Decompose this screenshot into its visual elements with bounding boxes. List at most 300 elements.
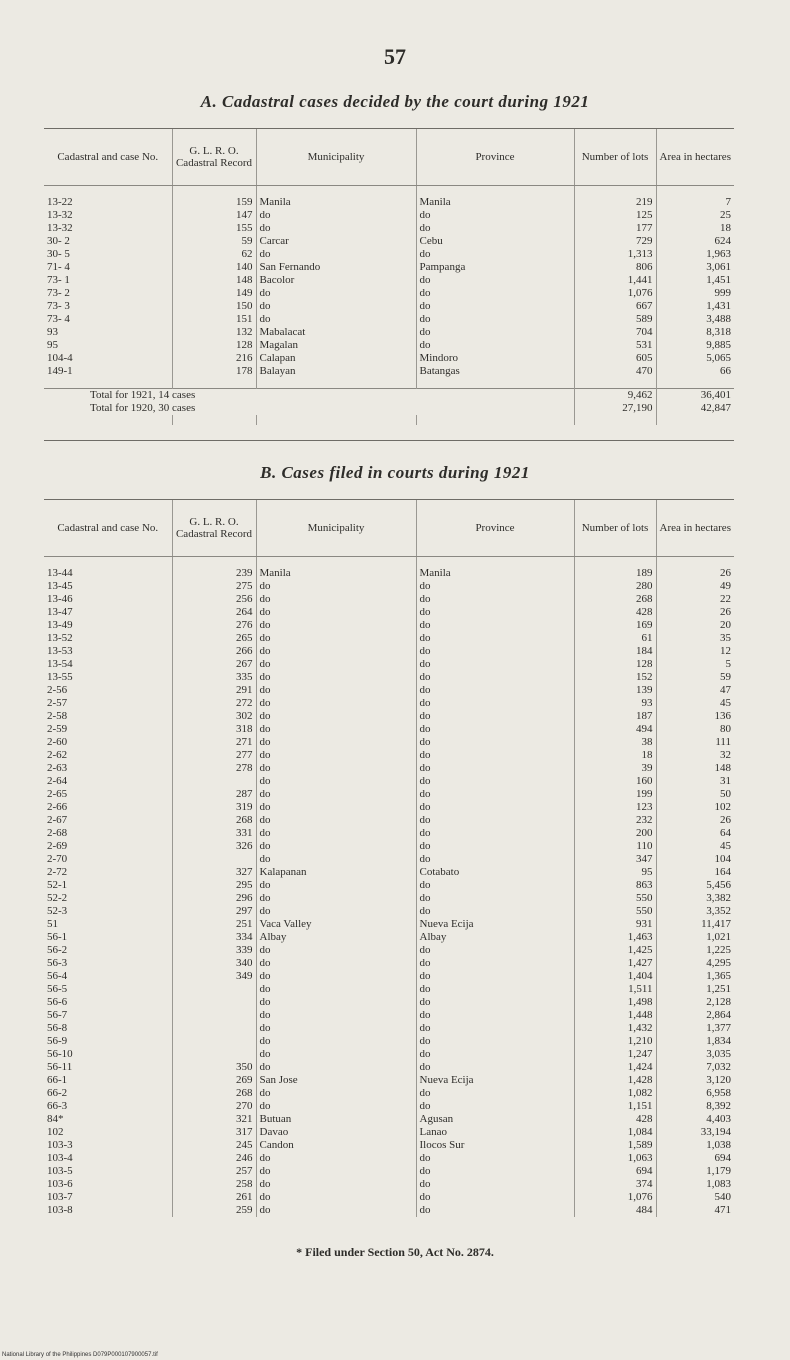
cell-area-text: 5 xyxy=(725,658,731,670)
table-row xyxy=(44,1191,734,1204)
cell-area xyxy=(656,840,734,853)
cell-lots xyxy=(574,1139,656,1152)
cell-case-no-text: 2-72 xyxy=(47,866,70,878)
cell-record xyxy=(172,1035,256,1048)
cell-lots xyxy=(574,762,656,775)
cell-province-text: Lanao xyxy=(420,1126,450,1138)
cell-municipality xyxy=(256,1165,416,1178)
cell-lots xyxy=(574,749,656,762)
cell-case-no-text: 2-62 xyxy=(47,749,70,761)
cell-province xyxy=(416,196,574,209)
cell-case-no-text: 13-22 xyxy=(47,196,76,208)
cell-municipality-text: San Jose xyxy=(260,1074,301,1086)
table-row xyxy=(44,697,734,710)
cell-municipality-text: do xyxy=(260,970,274,982)
cell-case-no xyxy=(44,853,172,866)
cell-province xyxy=(416,1165,574,1178)
cell-record-text: 295 xyxy=(236,879,253,891)
cell-record xyxy=(172,593,256,606)
cell-area xyxy=(656,749,734,762)
cell-municipality-text: do xyxy=(260,788,274,800)
cell-municipality-text: do xyxy=(260,1087,274,1099)
table-row xyxy=(44,567,734,580)
cell-case-no-text: 52-2 xyxy=(47,892,70,904)
cell-municipality xyxy=(256,957,416,970)
cell-province-text: do xyxy=(420,801,434,813)
cell-record xyxy=(172,957,256,970)
spacer-cell xyxy=(172,378,256,389)
cell-province xyxy=(416,567,574,580)
cell-record-text: 256 xyxy=(236,593,253,605)
cell-province xyxy=(416,970,574,983)
cell-lots-text: 232 xyxy=(636,814,653,826)
cell-area xyxy=(656,658,734,671)
cell-province-text: do xyxy=(420,339,434,351)
cell-municipality xyxy=(256,918,416,931)
cell-province xyxy=(416,879,574,892)
cell-area xyxy=(656,645,734,658)
cell-municipality xyxy=(256,222,416,235)
cell-lots-text: 531 xyxy=(636,339,653,351)
cell-case-no-text: 56-9 xyxy=(47,1035,70,1047)
cell-lots xyxy=(574,1061,656,1074)
cell-area-text: 2,128 xyxy=(706,996,731,1008)
table-row xyxy=(44,261,734,274)
cell-municipality-text: Manila xyxy=(260,196,294,208)
cell-municipality-text: do xyxy=(260,996,274,1008)
cell-area xyxy=(656,1100,734,1113)
cell-case-no xyxy=(44,1100,172,1113)
cell-lots xyxy=(574,801,656,814)
cell-area-text: 12 xyxy=(720,645,731,657)
cell-lots-text: 39 xyxy=(641,762,653,774)
cell-area xyxy=(656,352,734,365)
cell-record xyxy=(172,996,256,1009)
cell-record-text: 270 xyxy=(236,1100,253,1112)
cell-area-text: 9,885 xyxy=(706,339,731,351)
table-header-row xyxy=(44,129,734,186)
cell-record xyxy=(172,762,256,775)
cell-area-text: 471 xyxy=(714,1204,731,1216)
cell-municipality-text: do xyxy=(260,300,274,312)
table-row xyxy=(44,866,734,879)
cell-record-text: 128 xyxy=(236,339,253,351)
cell-case-no-text: 2-68 xyxy=(47,827,70,839)
cell-municipality xyxy=(256,1204,416,1217)
cell-lots xyxy=(574,1191,656,1204)
cell-record xyxy=(172,710,256,723)
cell-lots xyxy=(574,931,656,944)
table-row xyxy=(44,736,734,749)
cell-province xyxy=(416,801,574,814)
cell-area-text: 1,225 xyxy=(706,944,731,956)
cell-province xyxy=(416,606,574,619)
cell-municipality xyxy=(256,1126,416,1139)
table-row xyxy=(44,1022,734,1035)
cell-municipality-text: do xyxy=(260,775,274,787)
spacer-cell xyxy=(416,415,574,425)
cell-record-text: 276 xyxy=(236,619,253,631)
cell-area xyxy=(656,892,734,905)
cell-municipality-text: do xyxy=(260,1152,274,1164)
cell-lots-text: 605 xyxy=(636,352,653,364)
cell-lots-text: 1,151 xyxy=(627,1100,653,1112)
cell-area-text: 3,488 xyxy=(706,313,731,325)
cell-lots-text: 550 xyxy=(636,905,653,917)
cell-case-no xyxy=(44,801,172,814)
total-area-text: 42,847 xyxy=(700,402,731,414)
cell-province-text: do xyxy=(420,671,434,683)
cell-case-no xyxy=(44,1087,172,1100)
cell-province-text: Ilocos Sur xyxy=(420,1139,468,1151)
cell-record xyxy=(172,944,256,957)
cell-lots xyxy=(574,274,656,287)
cell-province-text: Batangas xyxy=(420,365,463,377)
cell-lots xyxy=(574,788,656,801)
cell-municipality xyxy=(256,593,416,606)
cell-municipality xyxy=(256,840,416,853)
cell-case-no-text: 2-60 xyxy=(47,736,70,748)
cell-record xyxy=(172,1126,256,1139)
cell-case-no-text: 103-7 xyxy=(47,1191,76,1203)
cell-case-no xyxy=(44,736,172,749)
cell-record xyxy=(172,235,256,248)
cell-municipality xyxy=(256,1022,416,1035)
header-area: Area in hectares xyxy=(656,500,734,557)
header-record: G. L. R. O. Cadastral Record xyxy=(172,500,256,557)
cell-case-no xyxy=(44,814,172,827)
cell-municipality-text: do xyxy=(260,840,274,852)
spacer-cell xyxy=(574,378,656,389)
cell-area xyxy=(656,287,734,300)
total-row xyxy=(44,402,734,415)
cell-province-text: Manila xyxy=(420,567,454,579)
cell-province-text: do xyxy=(420,222,434,234)
cell-province-text: do xyxy=(420,775,434,787)
cell-case-no-text: 2-59 xyxy=(47,723,70,735)
cell-case-no-text: 104-4 xyxy=(47,352,76,364)
cell-case-no xyxy=(44,365,172,378)
cell-area xyxy=(656,957,734,970)
cell-record-text: 302 xyxy=(236,710,253,722)
cell-case-no xyxy=(44,723,172,736)
cell-province-text: do xyxy=(420,1035,434,1047)
cell-case-no xyxy=(44,684,172,697)
cell-province xyxy=(416,248,574,261)
cell-province xyxy=(416,736,574,749)
cell-lots-text: 1,076 xyxy=(627,287,653,299)
cell-case-no-text: 93 xyxy=(47,326,61,338)
cell-area-text: 164 xyxy=(714,866,731,878)
cell-case-no-text: 13-55 xyxy=(47,671,76,683)
cell-area-text: 45 xyxy=(720,697,731,709)
table-row xyxy=(44,274,734,287)
cell-area xyxy=(656,1022,734,1035)
spacer-cell xyxy=(256,415,416,425)
cell-province xyxy=(416,892,574,905)
cell-province xyxy=(416,313,574,326)
cell-lots xyxy=(574,339,656,352)
page-number: 57 xyxy=(384,44,406,69)
cell-case-no xyxy=(44,645,172,658)
cell-lots xyxy=(574,1178,656,1191)
table-row xyxy=(44,944,734,957)
cell-record xyxy=(172,788,256,801)
table-row xyxy=(44,749,734,762)
cell-lots xyxy=(574,1126,656,1139)
cell-case-no xyxy=(44,931,172,944)
cell-case-no-text: 95 xyxy=(47,339,61,351)
table-row xyxy=(44,313,734,326)
cell-case-no xyxy=(44,593,172,606)
cell-municipality xyxy=(256,775,416,788)
cell-case-no-text: 56-5 xyxy=(47,983,70,995)
cell-lots-text: 428 xyxy=(636,606,653,618)
cell-area xyxy=(656,710,734,723)
cell-case-no xyxy=(44,1048,172,1061)
cell-province-text: do xyxy=(420,814,434,826)
cell-municipality-text: do xyxy=(260,905,274,917)
cell-lots-text: 93 xyxy=(641,697,653,709)
cell-province xyxy=(416,593,574,606)
cell-municipality-text: do xyxy=(260,853,274,865)
cell-lots xyxy=(574,313,656,326)
cell-area-text: 694 xyxy=(714,1152,731,1164)
cell-province-text: do xyxy=(420,723,434,735)
spacer-cell xyxy=(574,557,656,568)
cell-municipality xyxy=(256,209,416,222)
cell-province xyxy=(416,209,574,222)
cell-case-no-text: 103-4 xyxy=(47,1152,76,1164)
cell-record-text: 132 xyxy=(236,326,253,338)
header-province: Province xyxy=(416,500,574,557)
cell-province xyxy=(416,814,574,827)
table-row xyxy=(44,300,734,313)
cell-lots-text: 1,432 xyxy=(627,1022,653,1034)
cell-lots-text: 704 xyxy=(636,326,653,338)
cell-area xyxy=(656,326,734,339)
cell-case-no-text: 2-67 xyxy=(47,814,70,826)
cell-lots xyxy=(574,905,656,918)
cell-lots-text: 428 xyxy=(636,1113,653,1125)
cell-record-text: 339 xyxy=(236,944,253,956)
cell-province-text: do xyxy=(420,983,434,995)
decided-cases-table xyxy=(44,128,734,425)
cell-municipality xyxy=(256,287,416,300)
cell-province-text: do xyxy=(420,248,434,260)
cell-case-no-text: 149-1 xyxy=(47,365,76,377)
cell-municipality xyxy=(256,671,416,684)
cell-lots-text: 729 xyxy=(636,235,653,247)
cell-municipality xyxy=(256,827,416,840)
cell-record xyxy=(172,892,256,905)
cell-municipality xyxy=(256,866,416,879)
cell-province xyxy=(416,762,574,775)
cell-area-text: 540 xyxy=(714,1191,731,1203)
cell-municipality-text: do xyxy=(260,580,274,592)
total-label xyxy=(44,389,574,403)
cell-case-no-text: 56-11 xyxy=(47,1061,75,1073)
cell-province xyxy=(416,326,574,339)
cell-case-no xyxy=(44,749,172,762)
cell-lots-text: 184 xyxy=(636,645,653,657)
table-row xyxy=(44,762,734,775)
cell-province xyxy=(416,1152,574,1165)
cell-lots xyxy=(574,918,656,931)
cell-case-no-text: 2-69 xyxy=(47,840,70,852)
cell-lots xyxy=(574,866,656,879)
cell-area-text: 66 xyxy=(720,365,731,377)
cell-municipality-text: Manila xyxy=(260,567,294,579)
cell-municipality xyxy=(256,814,416,827)
cell-lots-text: 219 xyxy=(636,196,653,208)
cell-area xyxy=(656,1178,734,1191)
cell-case-no xyxy=(44,339,172,352)
total-label-text: Total for 1920, 30 cases xyxy=(90,402,198,414)
cell-case-no xyxy=(44,840,172,853)
cell-municipality xyxy=(256,1061,416,1074)
cell-record-text: 287 xyxy=(236,788,253,800)
header-area: Area in hectares xyxy=(656,129,734,186)
cell-area-text: 1,038 xyxy=(706,1139,731,1151)
cell-municipality-text: do xyxy=(260,222,274,234)
cell-lots-text: 1,082 xyxy=(627,1087,653,1099)
cell-lots-text: 160 xyxy=(636,775,653,787)
cell-province xyxy=(416,788,574,801)
cell-lots xyxy=(574,235,656,248)
cell-case-no-text: 56-1 xyxy=(47,931,70,943)
cell-record xyxy=(172,1113,256,1126)
table-row xyxy=(44,1113,734,1126)
header-case-no: Cadastral and case No. xyxy=(44,129,172,186)
cell-case-no xyxy=(44,1165,172,1178)
cell-record-text: 278 xyxy=(236,762,253,774)
cell-lots-text: 931 xyxy=(636,918,653,930)
cell-municipality xyxy=(256,326,416,339)
table-row xyxy=(44,593,734,606)
cell-municipality-text: do xyxy=(260,892,274,904)
cell-area xyxy=(656,1009,734,1022)
cell-area-text: 3,061 xyxy=(706,261,731,273)
cell-case-no-text: 56-2 xyxy=(47,944,70,956)
cell-case-no-text: 13-54 xyxy=(47,658,76,670)
cell-record xyxy=(172,840,256,853)
cell-lots-text: 1,063 xyxy=(627,1152,653,1164)
cell-area xyxy=(656,261,734,274)
cell-area xyxy=(656,222,734,235)
cell-area xyxy=(656,196,734,209)
cell-record xyxy=(172,287,256,300)
cell-record xyxy=(172,261,256,274)
spacer-cell xyxy=(44,415,172,425)
cell-area xyxy=(656,723,734,736)
total-lots-text: 27,190 xyxy=(622,402,653,414)
cell-lots xyxy=(574,697,656,710)
table-row xyxy=(44,580,734,593)
cell-municipality xyxy=(256,1139,416,1152)
cell-area-text: 64 xyxy=(720,827,731,839)
cell-municipality-text: do xyxy=(260,710,274,722)
cell-record xyxy=(172,1204,256,1217)
cell-area xyxy=(656,1113,734,1126)
cell-municipality-text: do xyxy=(260,248,274,260)
cell-area xyxy=(656,274,734,287)
cell-case-no xyxy=(44,1113,172,1126)
cell-area xyxy=(656,632,734,645)
cell-province-text: Cotabato xyxy=(420,866,463,878)
cell-lots xyxy=(574,365,656,378)
cell-province-text: do xyxy=(420,313,434,325)
cell-area-text: 7 xyxy=(725,196,731,208)
cell-case-no-text: 73- 4 xyxy=(47,313,73,325)
cell-province-text: do xyxy=(420,632,434,644)
table-row xyxy=(44,326,734,339)
cell-province xyxy=(416,684,574,697)
cell-municipality xyxy=(256,996,416,1009)
cell-record xyxy=(172,365,256,378)
cell-area xyxy=(656,762,734,775)
total-area xyxy=(656,402,734,415)
cell-municipality-text: do xyxy=(260,1035,274,1047)
cell-area-text: 26 xyxy=(720,606,731,618)
cell-area-text: 32 xyxy=(720,749,731,761)
cell-case-no xyxy=(44,827,172,840)
cell-record-text: 155 xyxy=(236,222,253,234)
header-municipality: Municipality xyxy=(256,129,416,186)
cell-area xyxy=(656,801,734,814)
cell-province xyxy=(416,1100,574,1113)
cell-province-text: Albay xyxy=(420,931,450,943)
cell-lots xyxy=(574,983,656,996)
cell-record xyxy=(172,970,256,983)
cell-area xyxy=(656,365,734,378)
cell-area-text: 999 xyxy=(714,287,731,299)
cell-lots xyxy=(574,970,656,983)
table-row xyxy=(44,1048,734,1061)
cell-lots-text: 125 xyxy=(636,209,653,221)
cell-province xyxy=(416,1035,574,1048)
cell-record-text: 319 xyxy=(236,801,253,813)
cell-municipality xyxy=(256,567,416,580)
cell-lots-text: 139 xyxy=(636,684,653,696)
cell-lots-text: 187 xyxy=(636,710,653,722)
cell-record-text: 246 xyxy=(236,1152,253,1164)
cell-record xyxy=(172,1152,256,1165)
cell-area-text: 624 xyxy=(714,235,731,247)
cell-lots xyxy=(574,1100,656,1113)
cell-municipality-text: do xyxy=(260,723,274,735)
cell-province-text: do xyxy=(420,1100,434,1112)
cell-province-text: Manila xyxy=(420,196,454,208)
cell-lots xyxy=(574,1204,656,1217)
table-row xyxy=(44,352,734,365)
cell-municipality-text: do xyxy=(260,814,274,826)
cell-case-no-text: 56-6 xyxy=(47,996,70,1008)
table-row xyxy=(44,840,734,853)
cell-lots xyxy=(574,1009,656,1022)
cell-province xyxy=(416,274,574,287)
cell-province-text: do xyxy=(420,749,434,761)
cell-area xyxy=(656,1204,734,1217)
cell-record-text: 259 xyxy=(236,1204,253,1216)
cell-lots-text: 189 xyxy=(636,567,653,579)
cell-municipality-text: Calapan xyxy=(260,352,299,364)
cell-area-text: 11,417 xyxy=(701,918,731,930)
cell-record-text: 261 xyxy=(236,1191,253,1203)
cell-lots-text: 1,441 xyxy=(627,274,653,286)
cell-area-text: 18 xyxy=(720,222,731,234)
cell-province-text: do xyxy=(420,892,434,904)
